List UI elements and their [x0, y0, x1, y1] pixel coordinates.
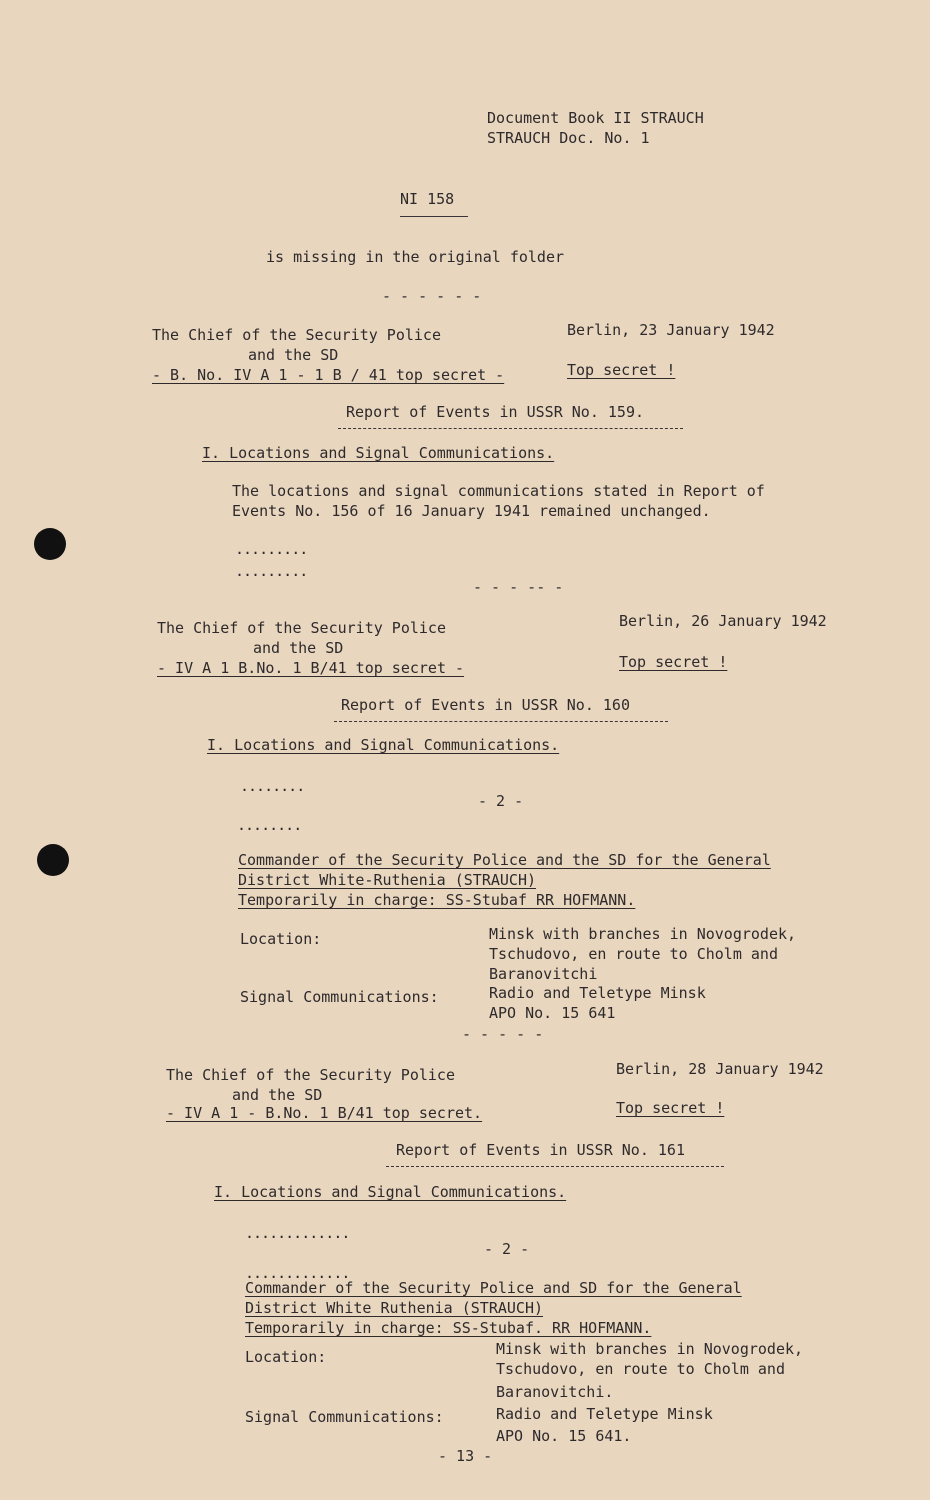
- commander-line: Commander of the Security Police and SD for the General: [245, 1279, 742, 1297]
- location-label: Location:: [240, 930, 322, 948]
- district-line: District White Ruthenia (STRAUCH): [245, 1299, 544, 1317]
- signal-value: Radio and Teletype Minsk: [496, 1405, 713, 1423]
- punch-hole-middle: [37, 844, 69, 876]
- commander-line: Commander of the Security Police and the SD for the General: [238, 851, 771, 869]
- ni-underline: [400, 216, 468, 217]
- omission-dots: .............: [245, 1264, 350, 1282]
- separator: - - - - - -: [382, 287, 482, 305]
- signal-value: APO No. 15 641.: [496, 1427, 632, 1445]
- signal-value: Radio and Teletype Minsk: [489, 984, 706, 1002]
- title-underline: [338, 428, 683, 429]
- section-heading: I. Locations and Signal Communications.: [207, 736, 560, 754]
- in-charge-line: Temporarily in charge: SS-Stubaf. RR HOFMANN.: [245, 1319, 652, 1337]
- title-underline: [334, 721, 668, 722]
- place-date: Berlin, 23 January 1942: [567, 321, 775, 339]
- section-heading: I. Locations and Signal Communications.: [214, 1183, 567, 1201]
- reference-number: - IV A 1 - B.No. 1 B/41 top secret.: [166, 1104, 483, 1122]
- signal-label: Signal Communications:: [245, 1408, 444, 1426]
- report-title: Report of Events in USSR No. 160: [341, 696, 630, 714]
- omission-dots: .........: [235, 540, 308, 558]
- body-text: Events No. 156 of 16 January 1941 remained unchanged.: [232, 502, 711, 520]
- place-date: Berlin, 28 January 1942: [616, 1060, 824, 1078]
- in-charge-line: Temporarily in charge: SS-Stubaf RR HOFMANN.: [238, 891, 636, 909]
- title-underline: [386, 1166, 724, 1167]
- omission-dots: ........: [237, 816, 302, 834]
- inner-page-number: - 2 -: [484, 1240, 530, 1258]
- signal-label: Signal Communications:: [240, 988, 439, 1006]
- location-value: Tschudovo, en route to Cholm and: [489, 945, 778, 963]
- sender-line: The Chief of the Security Police: [152, 326, 441, 344]
- body-text: The locations and signal communications stated in Report of: [232, 482, 765, 500]
- location-value: Baranovitchi.: [496, 1383, 614, 1401]
- reference-number: - B. No. IV A 1 - 1 B / 41 top secret -: [152, 366, 505, 384]
- reference-number: - IV A 1 B.No. 1 B/41 top secret -: [157, 659, 465, 677]
- location-value: Tschudovo, en route to Cholm and: [496, 1360, 785, 1378]
- place-date: Berlin, 26 January 1942: [619, 612, 827, 630]
- doc-number-line: STRAUCH Doc. No. 1: [487, 129, 650, 147]
- classification: Top secret !: [616, 1099, 725, 1117]
- sender-line: The Chief of the Security Police: [166, 1066, 455, 1084]
- ni-missing-note: is missing in the original folder: [266, 248, 565, 266]
- doc-book-line: Document Book II STRAUCH: [487, 109, 704, 127]
- classification: Top secret !: [619, 653, 728, 671]
- omission-dots: ........: [240, 777, 305, 795]
- district-line: District White-Ruthenia (STRAUCH): [238, 871, 537, 889]
- sender-line: The Chief of the Security Police: [157, 619, 446, 637]
- classification: Top secret !: [567, 361, 676, 379]
- report-title: Report of Events in USSR No. 159.: [346, 403, 645, 421]
- sender-line: and the SD: [253, 639, 344, 657]
- location-label: Location:: [245, 1348, 327, 1366]
- inner-page-number: - 2 -: [478, 792, 524, 810]
- separator: - - - -- -: [473, 578, 564, 596]
- location-value: Minsk with branches in Novogrodek,: [489, 925, 797, 943]
- page-number: - 13 -: [438, 1447, 493, 1465]
- omission-dots: .............: [245, 1224, 350, 1242]
- location-value: Minsk with branches in Novogrodek,: [496, 1340, 804, 1358]
- punch-hole-top: [34, 528, 66, 560]
- omission-dots: .........: [235, 562, 308, 580]
- section-heading: I. Locations and Signal Communications.: [202, 444, 555, 462]
- sender-line: and the SD: [248, 346, 339, 364]
- report-title: Report of Events in USSR No. 161: [396, 1141, 685, 1159]
- signal-value: APO No. 15 641: [489, 1004, 616, 1022]
- ni-number: NI 158: [400, 190, 455, 208]
- location-value: Baranovitchi: [489, 965, 598, 983]
- separator: - - - - -: [462, 1025, 544, 1043]
- sender-line: and the SD: [232, 1086, 323, 1104]
